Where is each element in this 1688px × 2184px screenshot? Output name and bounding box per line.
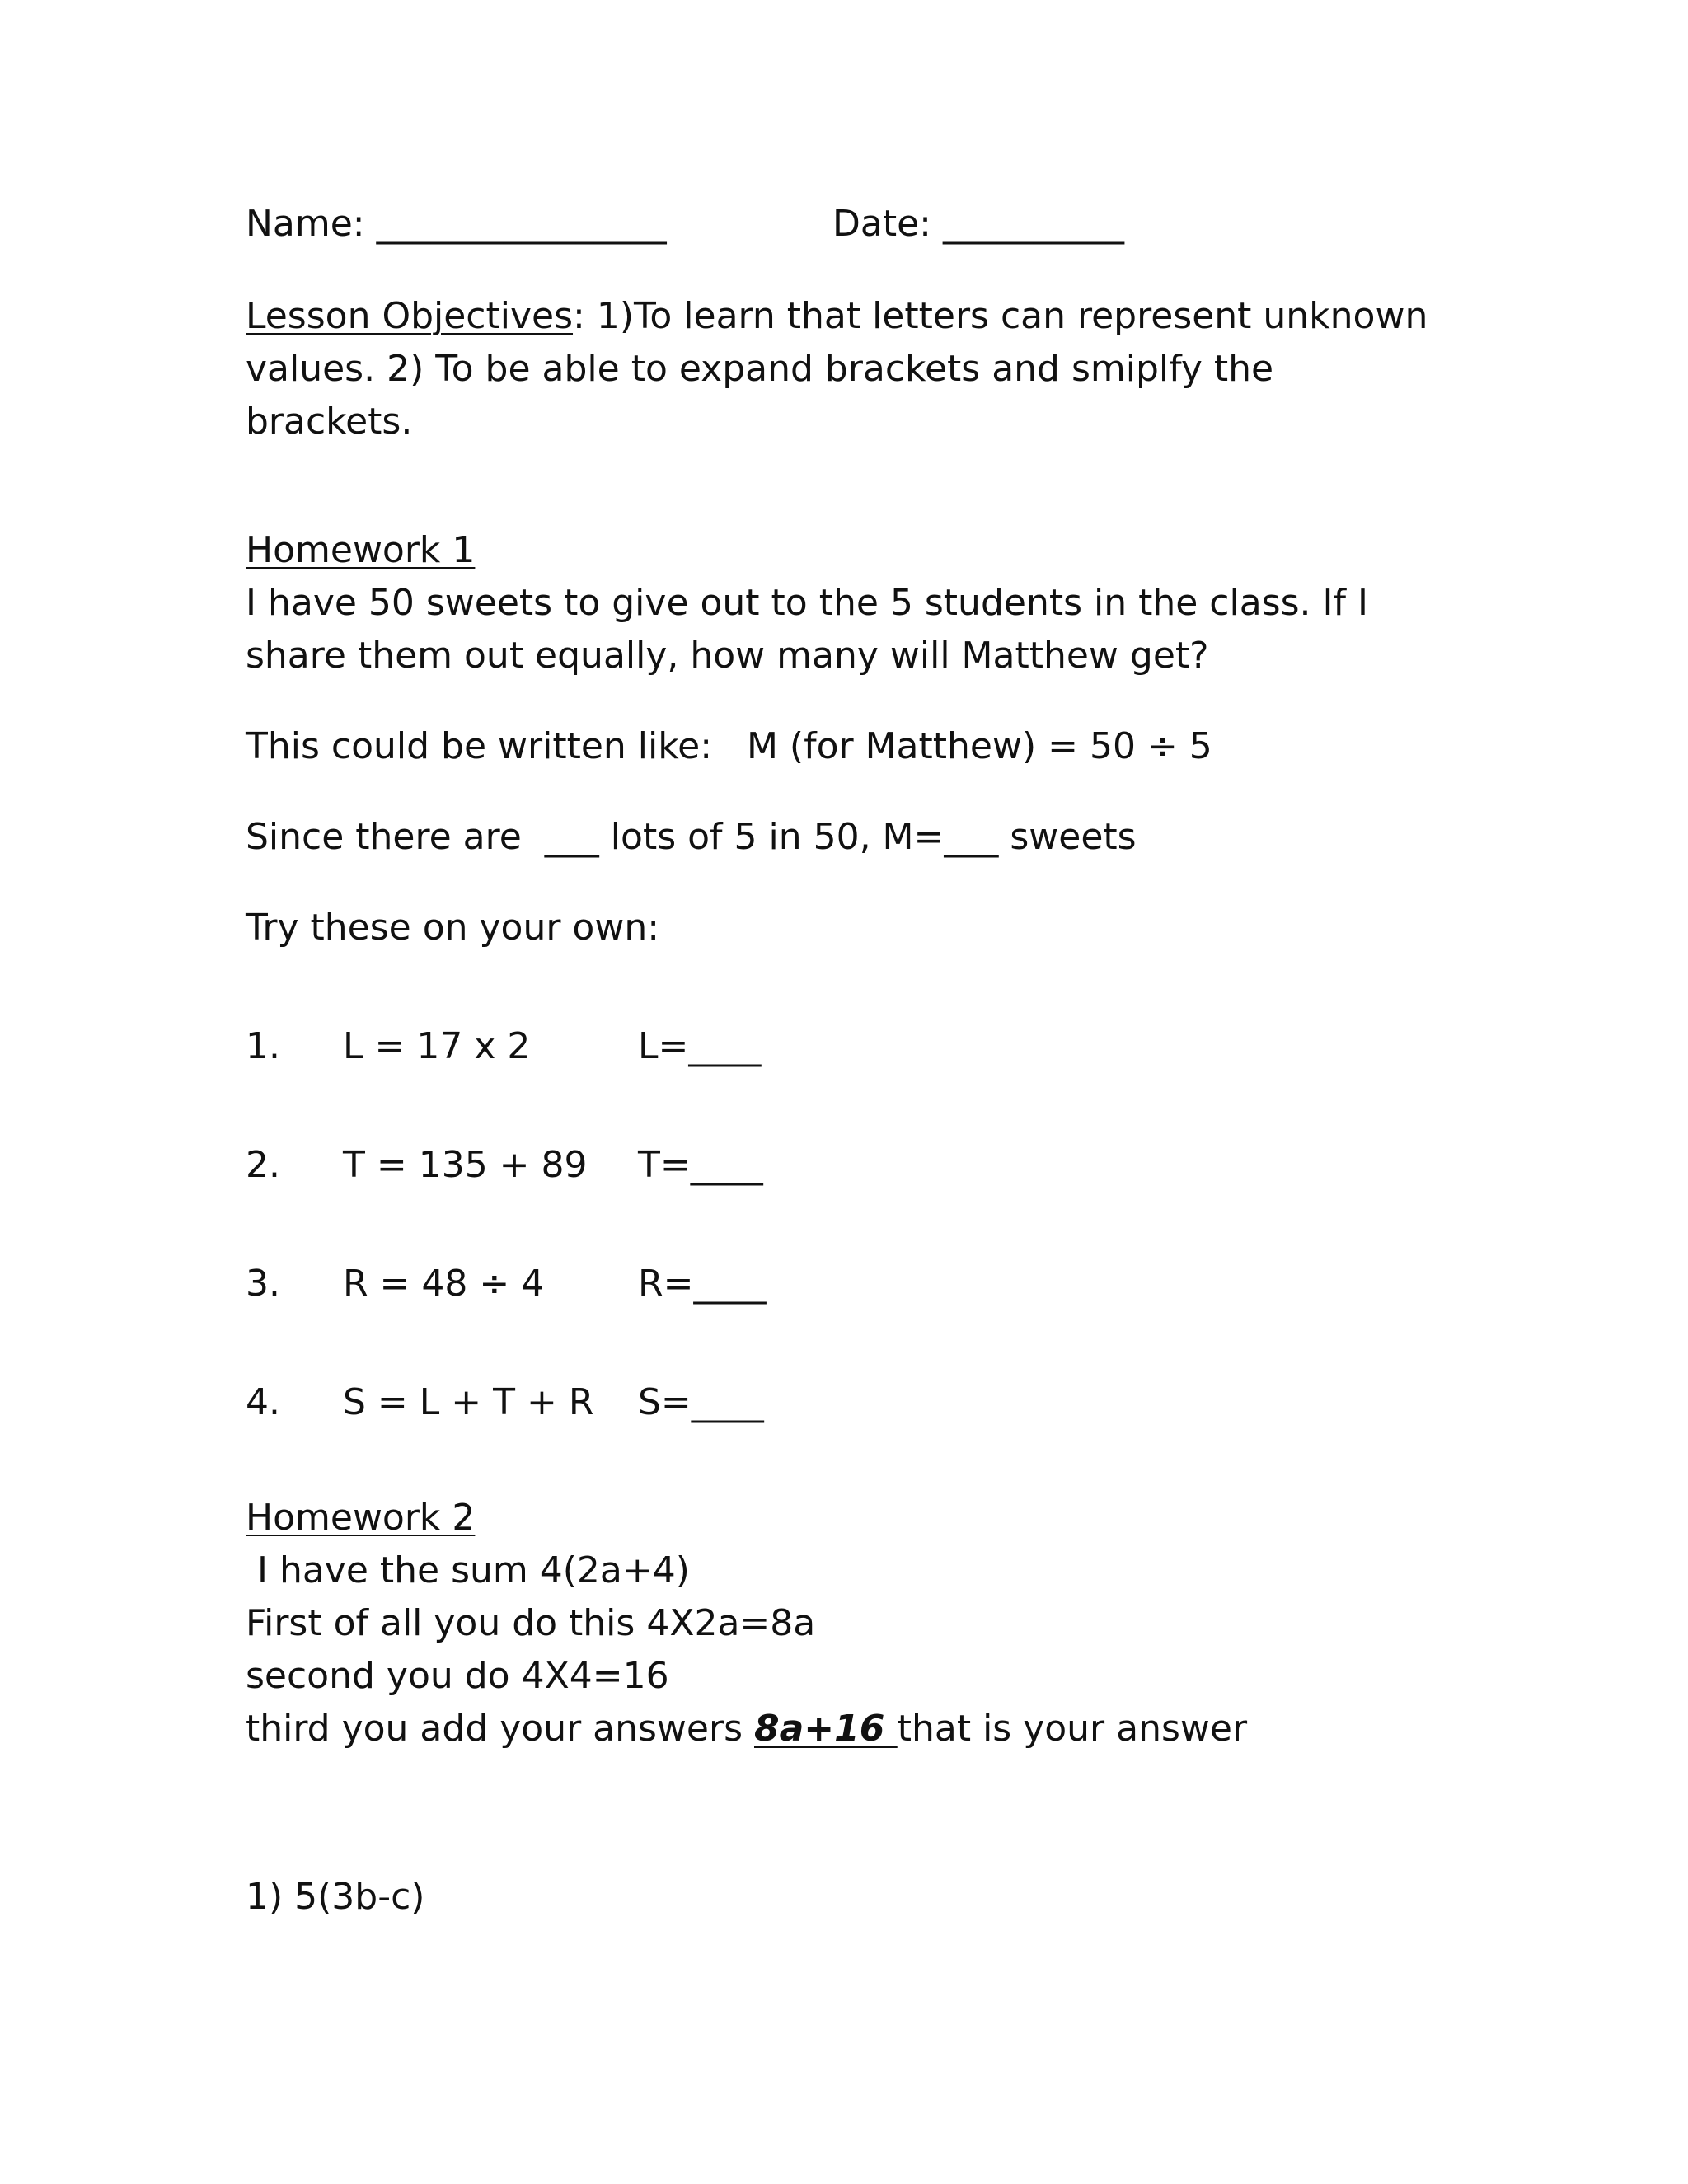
item-1-number: 1.	[246, 1025, 280, 1067]
item-4-answer: S=____	[638, 1381, 764, 1423]
objectives-line-1	[246, 290, 1428, 343]
objectives-text-1: : 1)To learn that letters can represent unknown	[573, 295, 1428, 337]
item-3-expression: R = 48 ÷ 4	[343, 1263, 545, 1305]
homework-2-line-4	[246, 1703, 1247, 1755]
homework-2-line-2: First of all you do this 4X2a=8a	[246, 1602, 816, 1644]
item-3-number: 3.	[246, 1263, 280, 1305]
date-field: Date: __________	[832, 203, 1124, 245]
item-4-number: 4.	[246, 1381, 280, 1423]
objectives-line-2: values. 2) To be able to expand brackets and smiplfy the	[246, 348, 1274, 390]
item-2-expression: T = 135 + 89	[343, 1144, 588, 1186]
item-1-expression: L = 17 x 2	[343, 1025, 531, 1067]
homework-1-line-2: share them out equally, how many will Matthew get?	[246, 635, 1209, 677]
name-field: Name: ________________	[246, 203, 667, 245]
homework-1-line-1: I have 50 sweets to give out to the 5 students in the class. If I	[246, 582, 1368, 624]
item-2-answer: T=____	[638, 1144, 763, 1186]
try-line: Try these on your own:	[246, 907, 660, 949]
objectives-heading: Lesson Objectives	[246, 295, 574, 337]
since-line: Since there are ___ lots of 5 in 50, M=___ sweets	[246, 816, 1137, 858]
worked-answer: 8a+16	[754, 1708, 898, 1750]
homework-2-line-1: I have the sum 4(2a+4)	[246, 1549, 690, 1591]
item-3-answer: R=____	[638, 1263, 767, 1305]
homework-2-line-3: second you do 4X4=16	[246, 1655, 669, 1697]
objectives-line-3: brackets.	[246, 401, 413, 443]
written-like-line: This could be written like: M (for Matthew) = 50 ÷ 5	[246, 725, 1212, 767]
item-4-expression: S = L + T + R	[343, 1381, 594, 1423]
item-1-answer: L=____	[638, 1025, 762, 1067]
question-1: 1) 5(3b-c)	[246, 1876, 425, 1918]
line-4-suffix: that is your answer	[897, 1708, 1248, 1750]
item-2-number: 2.	[246, 1144, 280, 1186]
homework-1-heading: Homework 1	[246, 529, 476, 571]
homework-2-heading: Homework 2	[246, 1497, 476, 1539]
line-4-prefix: third you add your answers	[246, 1708, 754, 1750]
